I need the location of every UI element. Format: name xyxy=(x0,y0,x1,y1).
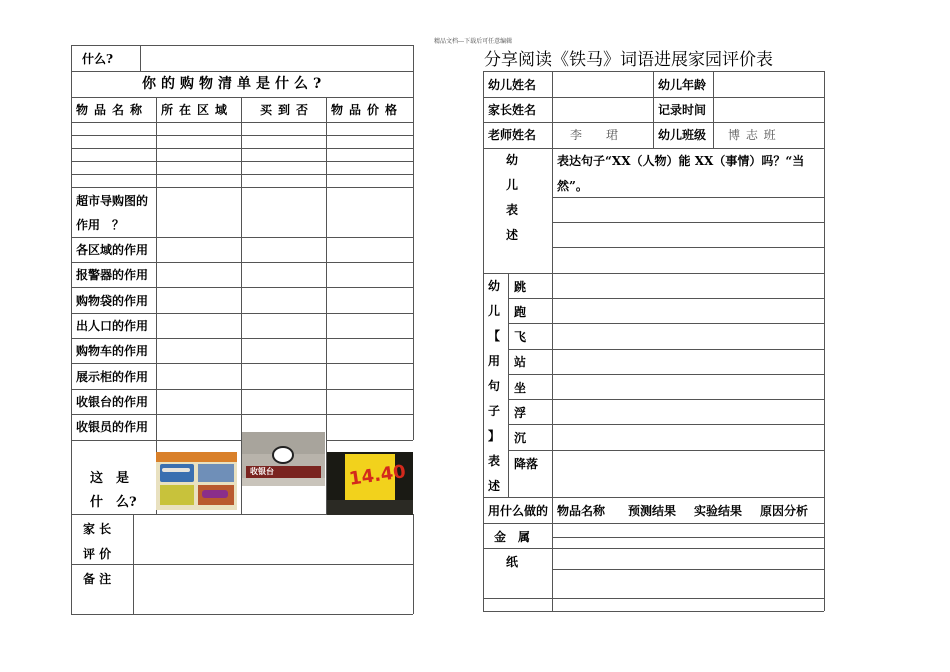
parent-eval-label: 评 价 xyxy=(83,547,112,561)
class-label: 幼儿班级 xyxy=(658,128,707,142)
paper-label: 纸 xyxy=(506,555,519,569)
class-value: 博 志 班 xyxy=(728,128,777,142)
row-label: 收银台的作用 xyxy=(76,395,149,409)
parent-eval-label: 家 长 xyxy=(83,522,112,536)
col-item-name: 物品名称 xyxy=(76,103,149,117)
seafood-sign-photo xyxy=(156,452,237,510)
child-name-label: 幼儿姓名 xyxy=(488,78,537,92)
question-label: 什么? xyxy=(82,52,114,66)
row-label: 报警器的作用 xyxy=(76,268,149,282)
what-is-this-label: 这 是 xyxy=(90,471,130,486)
row-label: 出人口的作用 xyxy=(76,319,149,333)
cashier-sign-photo xyxy=(242,432,325,486)
verb-group-label: 幼 儿 【 用 句 子 】 表 述 xyxy=(487,279,500,493)
col-price: 物品价格 xyxy=(331,103,404,117)
verb-label: 跑 xyxy=(514,305,527,319)
verb-label: 降落 xyxy=(514,457,539,471)
tool-label: 用什么做的 xyxy=(488,504,549,518)
verb-label: 跳 xyxy=(514,280,527,294)
teacher-name-value: 李 珺 xyxy=(570,128,619,142)
col-bought: 买到否 xyxy=(260,103,315,117)
row-label: 超市导购图的 xyxy=(76,194,149,208)
express-sentence: 表达句子“XX（人物）能 XX（事情）吗？“当 xyxy=(557,154,805,168)
verb-label: 站 xyxy=(514,355,527,369)
what-is-this-label: 什 么? xyxy=(90,495,137,510)
row-label: 作用 ？ xyxy=(76,218,125,232)
express-sentence: 然”。 xyxy=(557,179,588,193)
row-label: 购物车的作用 xyxy=(76,344,149,358)
price-tag-photo xyxy=(327,452,413,515)
note-label: 备 注 xyxy=(83,572,112,586)
row-label: 展示柜的作用 xyxy=(76,370,149,384)
row-label: 购物袋的作用 xyxy=(76,294,149,308)
verb-label: 坐 xyxy=(514,381,527,395)
row-label: 收银员的作用 xyxy=(76,420,149,434)
shopping-list-title: 你的购物清单是什么? xyxy=(142,76,327,92)
child-age-label: 幼儿年龄 xyxy=(658,78,707,92)
verb-label: 浮 xyxy=(514,406,527,420)
metal-label: 金 属 xyxy=(494,530,531,544)
child-express-label: 幼 儿 表 述 xyxy=(505,153,518,242)
price-tag-text: 14.40 xyxy=(347,461,408,490)
evaluation-title: 分享阅读《铁马》词语进展家园评价表 xyxy=(484,50,773,70)
row-label: 各区域的作用 xyxy=(76,243,149,257)
verb-label: 飞 xyxy=(514,330,527,344)
tool-col-reason: 原因分析 xyxy=(760,504,809,518)
record-time-label: 记录时间 xyxy=(658,103,707,117)
verb-label: 沉 xyxy=(514,431,527,445)
header-note: 精品文档---下载后可任意编辑 xyxy=(434,38,513,45)
teacher-name-label: 老师姓名 xyxy=(488,128,537,142)
parent-name-label: 家长姓名 xyxy=(488,103,537,117)
tool-col-item: 物品名称 xyxy=(557,504,606,518)
col-area: 所在区域 xyxy=(161,103,234,117)
tool-col-result: 实验结果 xyxy=(694,504,743,518)
cashier-sign-text: 收银台 xyxy=(250,467,274,476)
tool-col-predict: 预测结果 xyxy=(628,504,677,518)
